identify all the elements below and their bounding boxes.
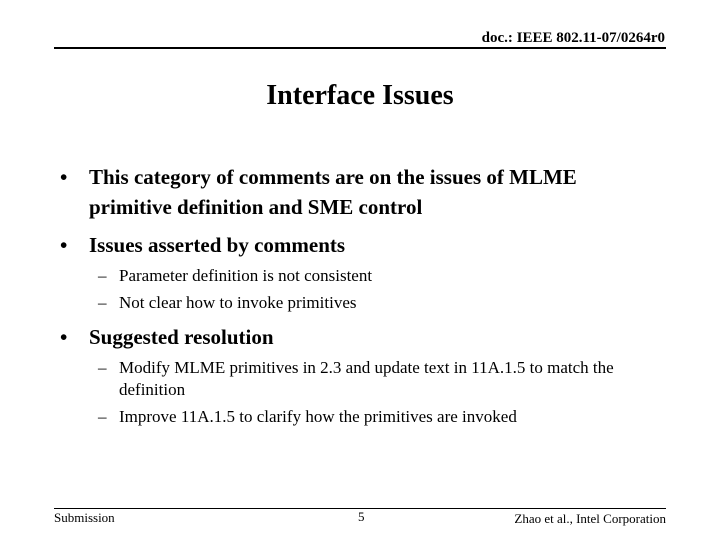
footer-submission: Submission: [54, 510, 115, 525]
sub-bullet-text: Modify MLME primitives in 2.3 and update text in 11A.1.5 to match the definition: [119, 358, 614, 399]
bullet-item: [0, 322, 649, 352]
bullet-text: This category of comments are on the issues of MLME primitive definition and SME control: [89, 165, 577, 219]
sub-bullet-text: Improve 11A.1.5 to clarify how the primitives are invoked: [119, 407, 517, 426]
sub-bullet-item: [0, 406, 649, 428]
header-rule: [54, 47, 666, 49]
sub-bullet-text: Parameter definition is not consistent: [119, 266, 373, 285]
sub-bullet-text: Not clear how to invoke primitives: [119, 293, 357, 312]
bullet-marker: •: [60, 233, 68, 257]
sub-bullet-item: [0, 292, 649, 314]
sub-bullet-marker: –: [98, 358, 107, 377]
bullet-text: Issues asserted by comments: [89, 233, 346, 257]
bullet-marker: •: [60, 325, 68, 349]
sub-bullet-marker: –: [98, 266, 107, 285]
bullet-item: [0, 162, 649, 222]
document-id: doc.: IEEE 802.11-07/0264r0: [481, 30, 665, 46]
sub-bullet-marker: –: [98, 293, 107, 312]
bullet-marker: •: [60, 165, 68, 189]
sub-bullet-item: [0, 357, 649, 401]
slide-body: [0, 162, 720, 428]
sub-bullet-item: [0, 265, 649, 287]
bullet-text: Suggested resolution: [89, 325, 274, 349]
slide-title: Interface Issues: [266, 80, 454, 111]
sub-bullet-marker: –: [98, 407, 107, 426]
page-number: 5: [358, 509, 365, 524]
footer-author: Zhao et al., Intel Corporation: [514, 511, 666, 526]
bullet-item: [0, 230, 649, 260]
